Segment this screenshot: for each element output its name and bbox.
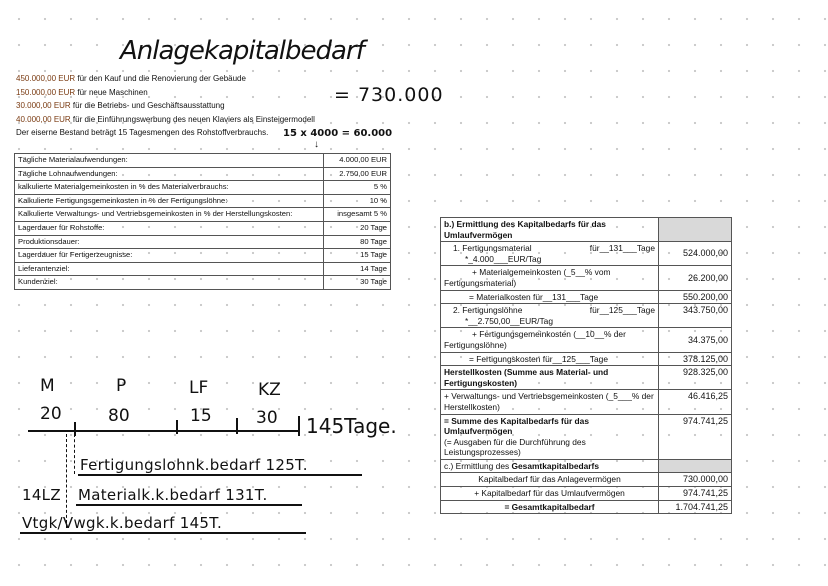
input-data-table bbox=[14, 153, 391, 290]
arrow-down-icon: ↓ bbox=[314, 139, 319, 150]
handwritten-lz: 14LZ bbox=[22, 486, 61, 504]
timeline-axis bbox=[28, 430, 300, 432]
table-row: + Materialgemeinkosten (_5__% vom Fertigungsmaterial) 26.200,00 bbox=[441, 266, 732, 290]
handwritten-vtgk: Vtgk/Vwgk.k.bedarf 145T. bbox=[22, 514, 223, 532]
timeline-total: 145Tage. bbox=[306, 414, 397, 438]
table-row: + Fertigungsgemeinkosten (__10__% der Fertigungslöhne) 34.375,00 bbox=[441, 328, 732, 352]
table-row: Lagerdauer für Fertigerzeugnisse: 15 Tage bbox=[15, 249, 391, 263]
table-row: Kapitalbedarf für das Anlagevermögen 730.000,00 bbox=[441, 473, 732, 487]
table-row bbox=[441, 218, 732, 242]
timeline-days-p: 80 bbox=[108, 406, 130, 426]
handwritten-material: Materialk.k.bedarf 131T. bbox=[78, 486, 268, 504]
timeline-label-p: P bbox=[116, 376, 127, 396]
intro-line: 40.000,00 EUR für die Einführungswerbung des neuen Klaviers als Einsteigermodell bbox=[16, 114, 315, 124]
timeline-label-kz: KZ bbox=[258, 380, 281, 400]
timeline-label-m: M bbox=[40, 376, 55, 396]
capital-requirement-table bbox=[440, 217, 732, 514]
timeline-days-m: 20 bbox=[40, 404, 62, 424]
underline bbox=[76, 504, 302, 506]
timeline-days-lf: 15 bbox=[190, 406, 212, 426]
intro-line: 30.000,00 EUR für die Betriebs- und Geschäftsausstattung bbox=[16, 101, 225, 111]
timeline-tick bbox=[298, 416, 300, 436]
table-row: = Summe des Kapitalbedarfs für das Umlaufvermögen (= Ausgaben für die Durchführung des Leistungsprozesses) 974.741,25 bbox=[441, 414, 732, 459]
table-row: Herstellkosten (Summe aus Material- und Fertigungskosten) 928.325,00 bbox=[441, 366, 732, 390]
table-row: = Materialkosten für__131___Tage 550.200,00 bbox=[441, 290, 732, 304]
timeline-days-kz: 30 bbox=[256, 408, 278, 428]
table-row: Kalkulierte Verwaltungs- und Vertriebsgemeinkosten in % der Herstellungskosten: insgesamt 5 % bbox=[15, 208, 391, 222]
table-row: Tägliche Lohnaufwendungen: 2.750,00 EUR bbox=[15, 167, 391, 181]
timeline-tick bbox=[176, 420, 178, 434]
handwritten-sum-note: = 730.000 bbox=[334, 84, 444, 106]
timeline-label-lf: LF bbox=[189, 378, 209, 398]
table-row: 1. Fertigungsmaterial für__131___Tage *_4.000___EUR/Tag 524.000,00 bbox=[441, 242, 732, 266]
table-row: Kalkulierte Fertigungsgemeinkosten in % der Fertigungslöhne: 10 % bbox=[15, 194, 391, 208]
table-row: Kundenziel: 30 Tage bbox=[15, 276, 391, 290]
table-row: = Fertigungskosten für__125___Tage 378.125,00 bbox=[441, 352, 732, 366]
handwritten-fertigung: Fertigungslohnk.bedarf 125T. bbox=[80, 456, 308, 474]
table-row: + Verwaltungs- und Vertriebsgemeinkosten (_5___% der Herstellkosten) 46.416,25 bbox=[441, 390, 732, 414]
intro-last-line: Der eiserne Bestand beträgt 15 Tagesmengen des Rohstoffverbrauchs. bbox=[16, 128, 269, 138]
intro-line: 150.000,00 EUR für neue Maschinen bbox=[16, 87, 148, 97]
table-row: + Kapitalbedarf für das Umlaufvermögen 974.741,25 bbox=[441, 487, 732, 501]
underline bbox=[78, 474, 362, 476]
intro-text bbox=[16, 72, 315, 140]
handwritten-title: Anlagekapitalbedarf bbox=[120, 36, 364, 66]
section-b-title: b.) Ermittlung des Kapitalbedarfs für das Umlaufvermögen bbox=[444, 219, 606, 240]
table-row: Lieferantenziel: 14 Tage bbox=[15, 262, 391, 276]
table-row: Lagerdauer für Rohstoffe: 20 Tage bbox=[15, 221, 391, 235]
table-row: 2. Fertigungslöhne für__125___Tage *__2.750,00__EUR/Tag 343.750,00 bbox=[441, 304, 732, 328]
timeline-tick bbox=[236, 418, 238, 434]
handwritten-calc-note: 15 x 4000 = 60.000 bbox=[283, 128, 393, 139]
table-row: Produktionsdauer: 80 Tage bbox=[15, 235, 391, 249]
table-row: = Gesamtkapitalbedarf 1.704.741,25 bbox=[441, 500, 732, 514]
table-row: kalkulierte Materialgemeinkosten in % des Materialverbrauchs: 5 % bbox=[15, 181, 391, 195]
intro-line: 450.000,00 EUR für den Kauf und die Renovierung der Gebäude bbox=[16, 74, 246, 83]
table-row: Tägliche Materialaufwendungen: 4.000,00 EUR bbox=[15, 154, 391, 168]
underline bbox=[20, 532, 306, 534]
table-row: c.) Ermittlung des Gesamtkapitalbedarfs bbox=[441, 459, 732, 473]
timeline-dashed-marker bbox=[74, 434, 75, 474]
